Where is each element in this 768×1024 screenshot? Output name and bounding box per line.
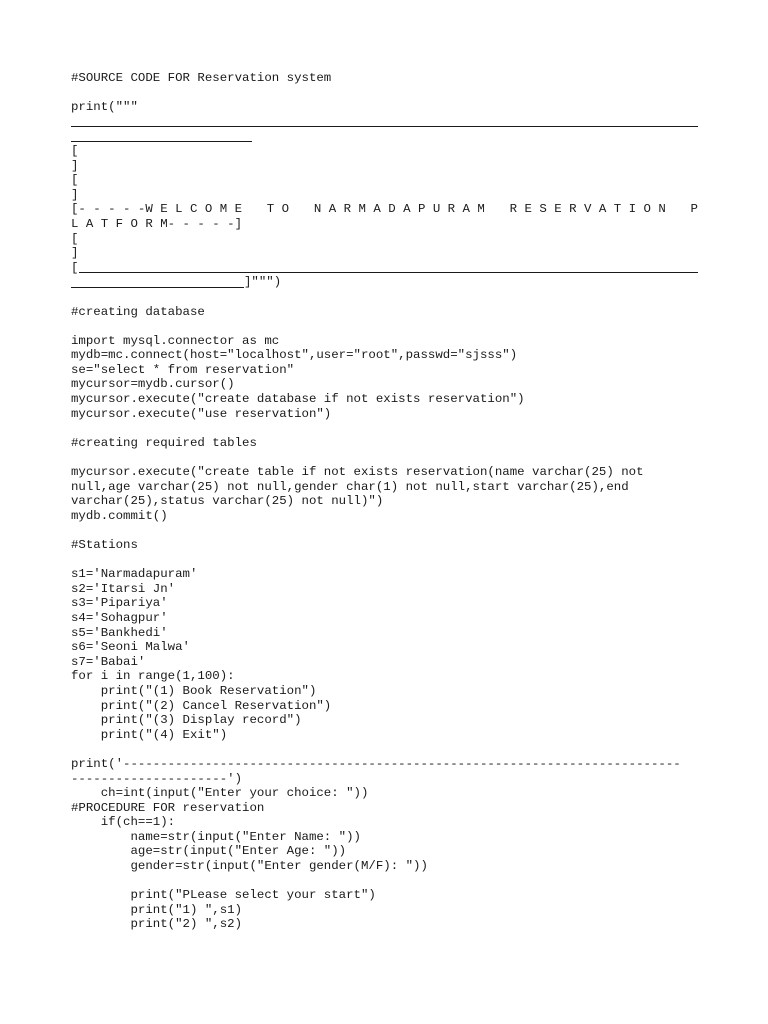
code-line: s5='Bankhedi' <box>71 625 168 640</box>
blank-line <box>71 874 698 889</box>
banner-bottom-bracket: [ <box>71 260 79 275</box>
code-line: print("2) ",s2) <box>71 917 243 932</box>
banner-bracket-open: [ <box>71 231 79 246</box>
welcome-word-reservation: R E S E R V A T I O N <box>509 202 666 217</box>
section-tables-comment: #creating required tables <box>71 435 257 450</box>
welcome-left: [- - - - -W E L C O M E <box>71 202 243 217</box>
code-line: s6='Seoni Malwa' <box>71 640 190 655</box>
code-line: gender=str(input("Enter gender(M/F): ")) <box>71 859 428 874</box>
code-line: print("PLease select your start") <box>71 888 376 903</box>
code-line: print("1) ",s1) <box>71 902 243 917</box>
blank-line <box>71 523 698 538</box>
banner-top-rule <box>71 115 698 130</box>
banner-bracket-close: ] <box>71 246 79 261</box>
welcome-word-to: T O <box>266 202 290 217</box>
code-line: print("(3) Display record") <box>71 713 302 728</box>
banner-bracket-close: ] <box>71 187 79 202</box>
blank-line <box>71 319 698 334</box>
banner-bracket-open: [ <box>71 143 79 158</box>
code-line: mydb=mc.connect(host="localhost",user="root",passwd="sjsss") <box>71 348 518 363</box>
banner-bottom-rule <box>71 261 698 276</box>
welcome-line-1 <box>71 202 698 217</box>
blank-line <box>71 450 698 465</box>
blank-line <box>71 742 698 757</box>
blank-line <box>71 553 698 568</box>
code-line: print('--------------------------------------------------------------------------- <box>71 756 681 771</box>
blank-line <box>71 290 698 305</box>
blank-line <box>71 86 698 101</box>
code-line: ---------------------') <box>71 771 243 786</box>
welcome-line-2: L A T F O R M- - - - -] <box>71 216 243 231</box>
code-line: mycursor.execute("use reservation") <box>71 406 332 421</box>
code-line: #PROCEDURE FOR reservation <box>71 800 265 815</box>
banner-close: ]""") <box>244 275 282 290</box>
code-line: mydb.commit() <box>71 508 168 523</box>
banner-top-rule-continued <box>71 129 698 144</box>
code-line: mycursor.execute("create table if not exists reservation(name varchar(25) not <box>71 465 644 480</box>
banner-bracket-open: [ <box>71 173 79 188</box>
section-stations-comment: #Stations <box>71 538 138 552</box>
code-line: s3='Pipariya' <box>71 596 168 611</box>
banner-bracket-close: ] <box>71 158 79 173</box>
code-line: for i in range(1,100): <box>71 669 235 684</box>
print-open: print(""" <box>71 100 138 115</box>
code-line: import mysql.connector as mc <box>71 333 280 348</box>
code-line: if(ch==1): <box>71 815 176 830</box>
code-line: s4='Sohagpur' <box>71 610 168 625</box>
code-line: mycursor=mydb.cursor() <box>71 377 235 392</box>
code-line: s7='Babai' <box>71 654 146 669</box>
heading-comment: #SOURCE CODE FOR Reservation system <box>71 71 332 85</box>
blank-line <box>71 421 698 436</box>
welcome-word-p: P <box>690 202 698 217</box>
code-line: varchar(25),status varchar(25) not null)") <box>71 494 384 509</box>
welcome-word-narmadapuram: N A R M A D A P U R A M <box>313 202 485 217</box>
code-line: null,age varchar(25) not null,gender char(1) not null,start varchar(25),end <box>71 479 629 494</box>
code-line: s2='Itarsi Jn' <box>71 581 176 596</box>
code-line: se="select * from reservation" <box>71 362 295 377</box>
code-line: ch=int(input("Enter your choice: ")) <box>71 786 369 801</box>
section-db-comment: #creating database <box>71 304 205 319</box>
source-code-block <box>71 71 698 932</box>
code-line: age=str(input("Enter Age: ")) <box>71 844 347 859</box>
code-line: name=str(input("Enter Name: ")) <box>71 829 361 844</box>
code-line: mycursor.execute("create database if not exists reservation") <box>71 392 525 407</box>
code-line: print("(2) Cancel Reservation") <box>71 698 332 713</box>
banner-close-line <box>71 275 698 290</box>
code-line: print("(1) Book Reservation") <box>71 683 317 698</box>
code-line: s1='Narmadapuram' <box>71 567 198 582</box>
code-line: print("(4) Exit") <box>71 727 228 742</box>
